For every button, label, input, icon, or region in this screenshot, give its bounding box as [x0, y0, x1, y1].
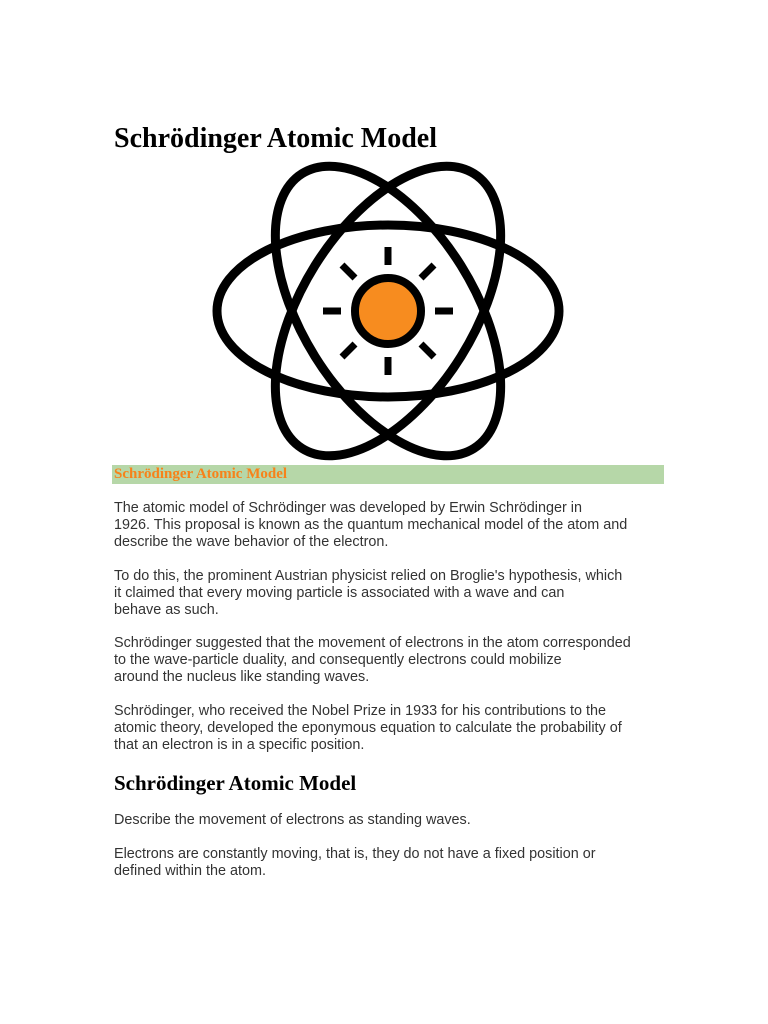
- ray-top-left: [342, 265, 355, 278]
- atom-icon: [212, 155, 564, 467]
- ray-top-right: [421, 265, 434, 278]
- ray-bottom-left: [342, 344, 355, 357]
- section-heading: Schrödinger Atomic Model: [114, 771, 357, 795]
- ray-bottom-right: [421, 344, 434, 357]
- highlighted-heading: [112, 465, 664, 484]
- nucleus: [355, 278, 421, 344]
- highlighted-heading-text: Schrödinger Atomic Model: [114, 466, 288, 482]
- paragraph-nobel: Schrödinger, who received the Nobel Prize in 1933 for his contributions to the atomic theory, developed the eponymous equation to calculate the probability of that an electron is in a specific position.: [114, 703, 622, 753]
- section-paragraph-electrons: Electrons are constantly moving, that is, they do not have a fixed position or defined within the atom.: [114, 846, 596, 879]
- section-paragraph-standing-waves: Describe the movement of electrons as standing waves.: [114, 812, 471, 828]
- paragraph-broglie: To do this, the prominent Austrian physicist relied on Broglie's hypothesis, which it claimed that every moving particle is associated with a wave and can behave as such.: [114, 568, 623, 618]
- paragraph-intro: The atomic model of Schrödinger was developed by Erwin Schrödinger in 1926. This proposal is known as the quantum mechanical model of the atom and describe the wave behavior of the electron.: [114, 500, 628, 550]
- paragraph-wave-particle: Schrödinger suggested that the movement of electrons in the atom corresponded to the wave-particle duality, and consequently electrons could mobilize around the nucleus like standing waves.: [114, 635, 631, 685]
- document-title: Schrödinger Atomic Model: [114, 123, 438, 154]
